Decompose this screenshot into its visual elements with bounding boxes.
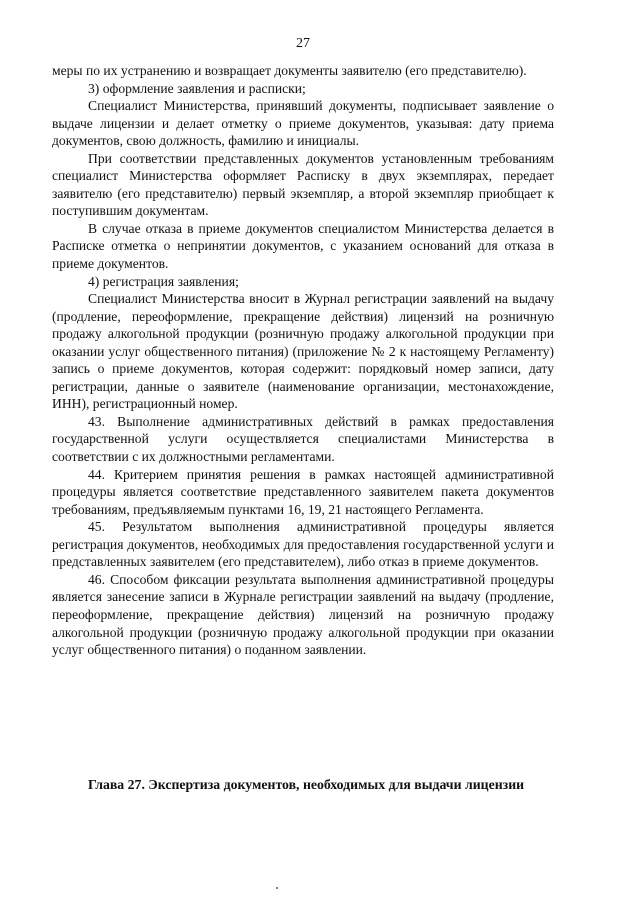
paragraph: 46. Способом фиксации результата выполнения административной процедуры является занесение записи в Журнале регистрации заявлений на выдачу (продление, переоформление, прекращение действия) лицензий на розничную продажу алкогольной продукции (розничную продажу алкогольной продукции при оказании услуг общественного питания) о поданном заявлении. xyxy=(52,571,554,658)
scan-speck xyxy=(276,887,278,889)
page-number: 27 xyxy=(296,36,310,51)
paragraph: 45. Результатом выполнения административной процедуры является регистрация документов, необходимых для предоставления государственной услуги и представленных заявителем (его представителем), либо отказ в приеме документов. xyxy=(52,519,554,570)
paragraph: 43. Выполнение административных действий в рамках предоставления государственной услуги осуществляется специалистами Министерства в соответствии с их должностными регламентами. xyxy=(52,413,554,465)
paragraph: Специалист Министерства, принявший документы, подписывает заявление о выдаче лицензии и делает отметку о приеме документов, указывая: дату приема документов, свою должность, фамилию и инициалы. xyxy=(52,98,554,149)
paragraph: 4) регистрация заявления; xyxy=(88,273,239,289)
paragraph: 44. Критерием принятия решения в рамках настоящей административной процедуры является соответствие представленного заявителем пакета документов требованиям, предъявляемым пунктами 16, 19, 21 настоящего Регламента. xyxy=(52,466,554,517)
chapter-heading: Глава 27. Экспертиза документов, необходимых для выдачи лицензии xyxy=(88,777,525,792)
paragraph: 3) оформление заявления и расписки; xyxy=(88,80,306,96)
body-text xyxy=(52,62,554,659)
paragraph: В случае отказа в приеме документов специалистом Министерства делается в Расписке отметка о непринятии документов, с указанием оснований для отказа в приеме документов. xyxy=(52,220,554,272)
paragraph: Специалист Министерства вносит в Журнал регистрации заявлений на выдачу (продление, переоформление, прекращение действия) лицензий на розничную продажу алкогольной продукции (розничную продажу алкогольной продукции при оказании услуг общественного питания) (приложение № 2 к настоящему Регламенту) запись о приеме документов, которая содержит: порядковый номер записи, дату регистрации, данные о заявителе (наименование организации, местонахождение, ИНН), регистрационный номер. xyxy=(52,291,554,412)
paragraph: При соответствии представленных документов установленным требованиям специалист Министерства оформляет Расписку в двух экземплярах, передает заявителю (его представителю) первый экземпляр, а второй экземпляр приобщает к поступившим документам. xyxy=(52,150,554,219)
paragraph: меры по их устранению и возвращает документы заявителю (его представителю). xyxy=(52,63,527,78)
